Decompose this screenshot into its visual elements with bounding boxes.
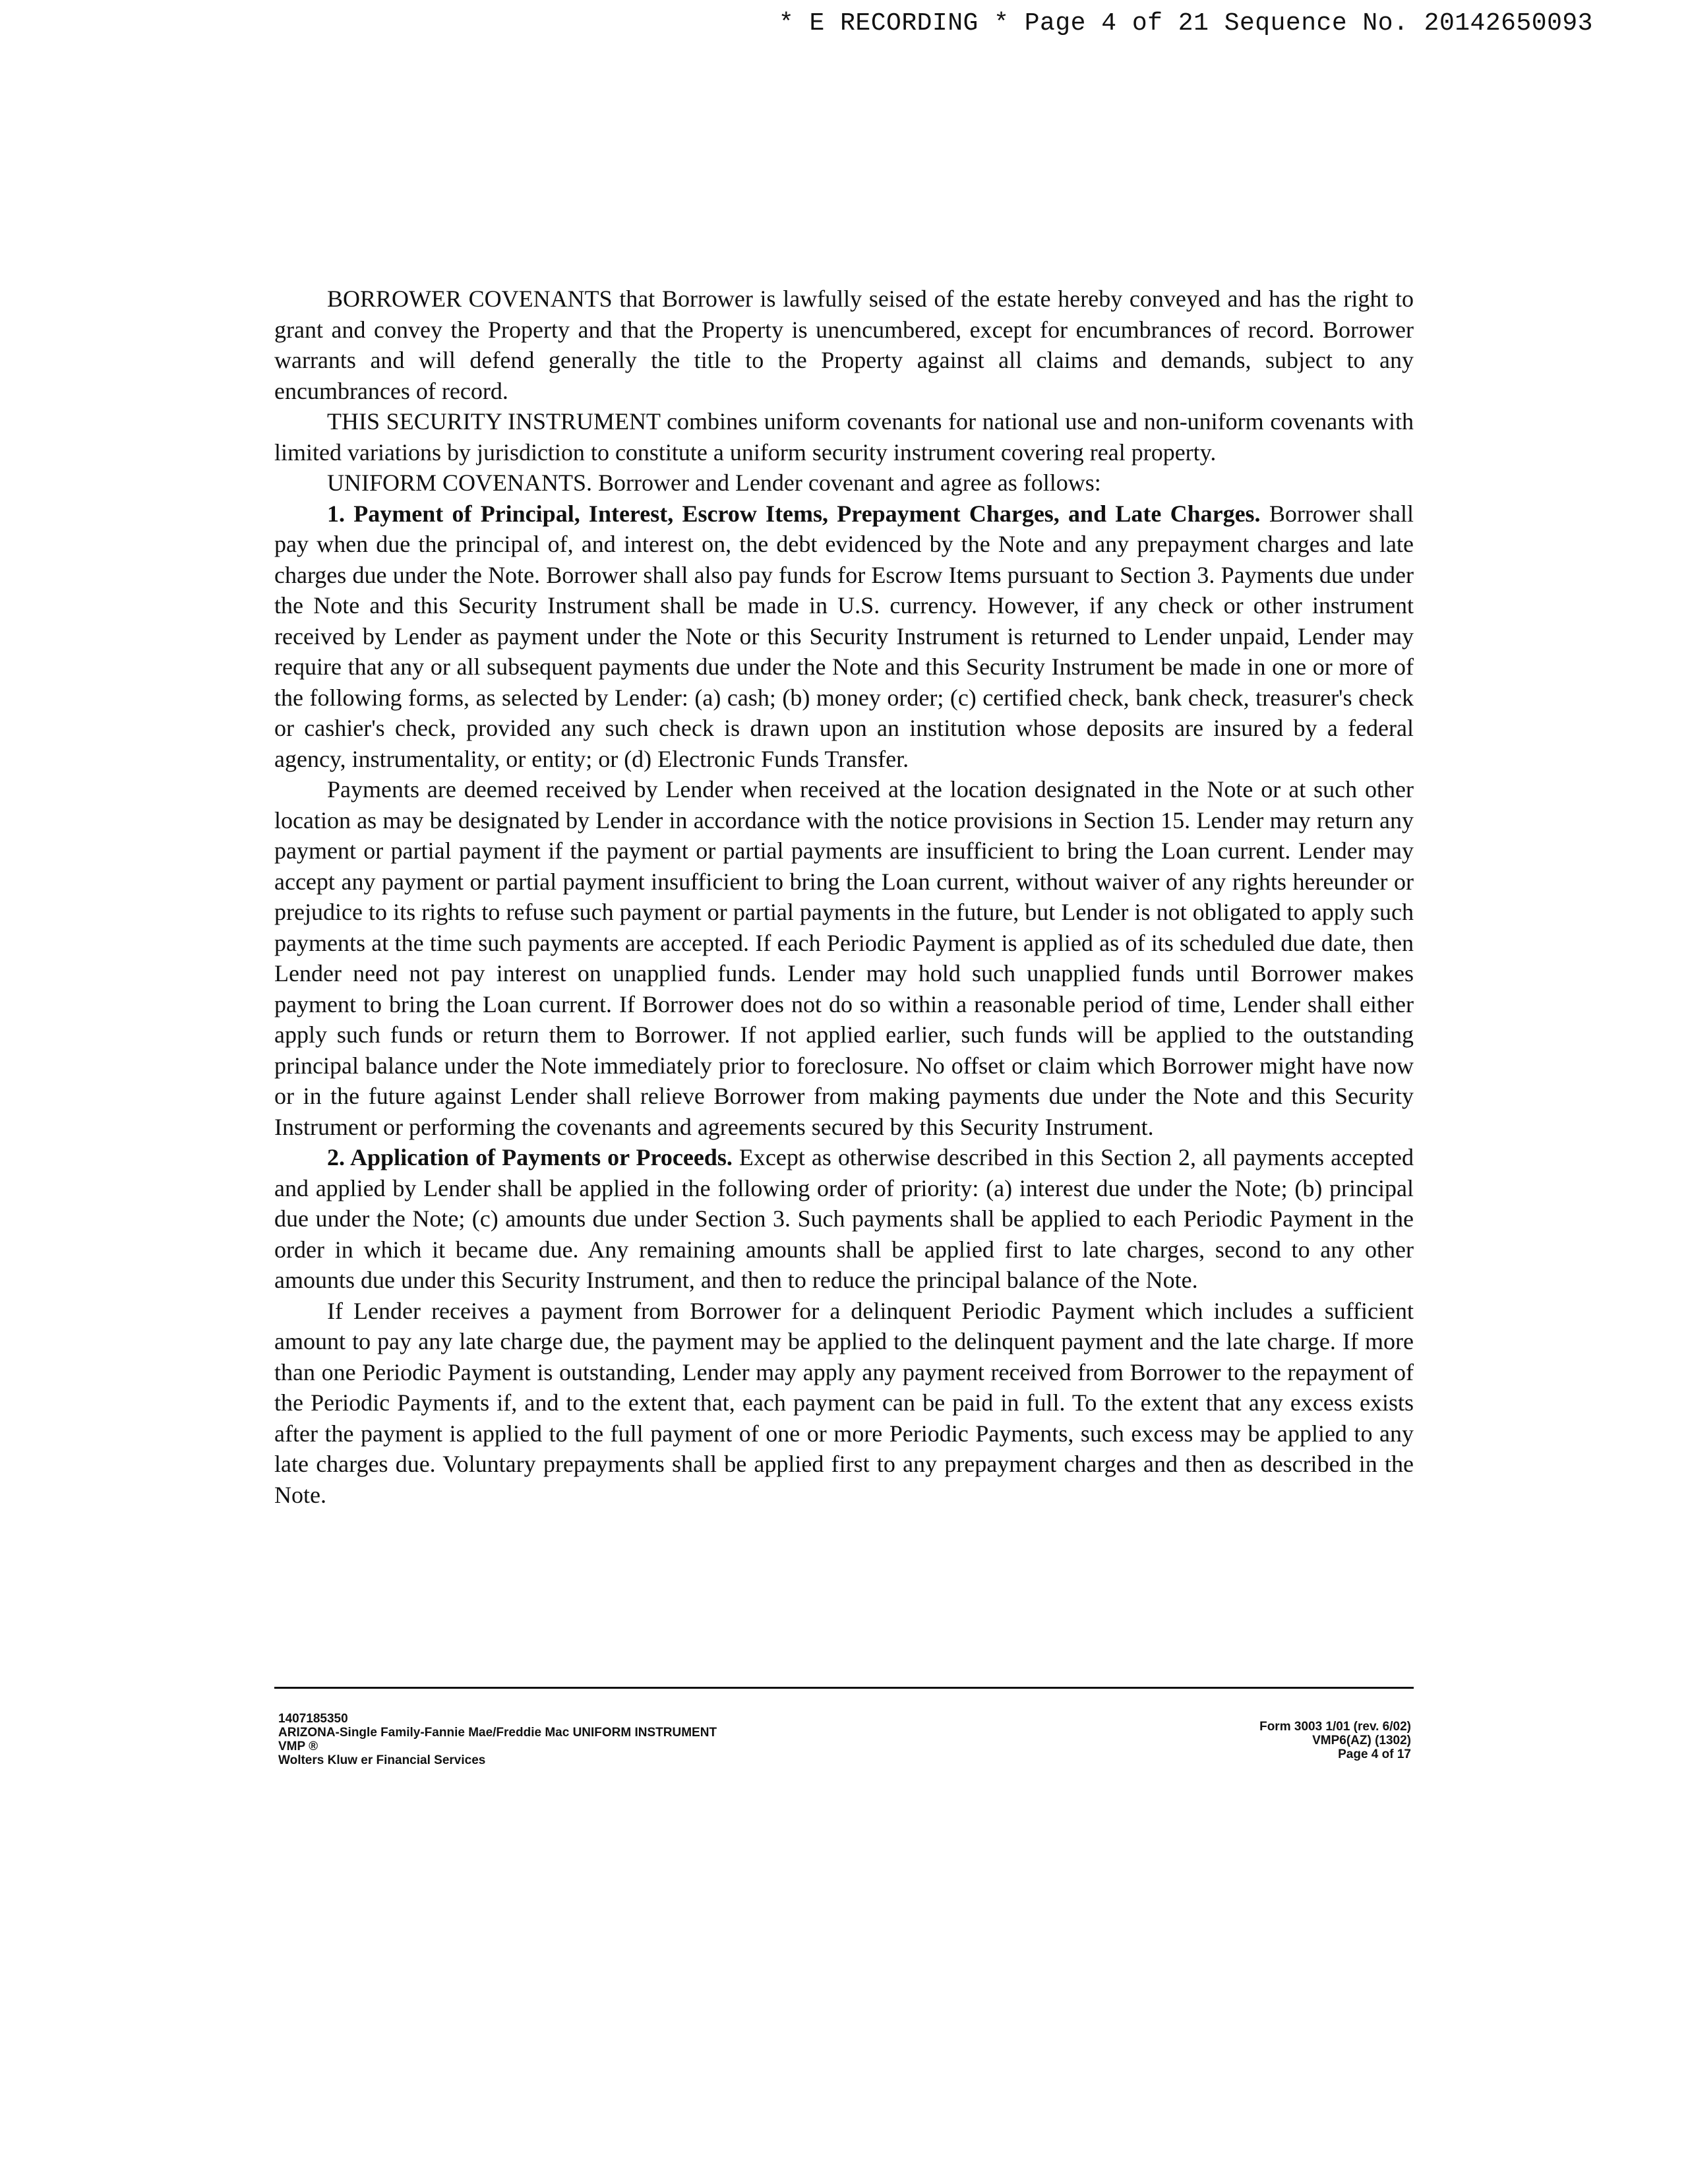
section-2-body: Except as otherwise described in this Section 2, all payments accepted and applied by Lender shall be applied in the following order of priority: (a) interest due under the Note; (b) principal due under the Note; (c) amounts due under Section 3. Such payments shall be applied to each Periodic Payment in the order in which it became due. Any remaining amounts shall be applied first to late charges, second to any other amounts due under this Security Instrument, and then to reduce the principal balance of the Note.	[274, 1144, 1414, 1293]
publisher: Wolters Kluw er Financial Services	[278, 1753, 486, 1767]
security-instrument-paragraph: THIS SECURITY INSTRUMENT combines uniform covenants for national use and non-uniform covenants with limited variations by jurisdiction to constitute a uniform security instrument covering real property.	[274, 408, 1414, 466]
vmp-mark: VMP ®	[278, 1740, 318, 1753]
form-number: Form 3003 1/01 (rev. 6/02)	[1259, 1720, 1411, 1734]
section-2-paragraph	[274, 1142, 1414, 1296]
section-1-body: Borrower shall pay when due the principal of, and interest on, the debt evidenced by the Note and any prepayment charges and late charges due under the Note. Borrower shall also pay funds for Escrow Items pursuant to Section 3. Payments due under the Note and this Security Instrument shall be made in U.S. currency. However, if any check or other instrument received by Lender as payment under the Note or this Security Instrument is returned to Lender unpaid, Lender may require that any or all subsequent payments due under the Note and this Security Instrument be made in one or more of the following forms, as selected by Lender: (a) cash; (b) money order; (c) certified check, bank check, treasurer's check or cashier's check, provided any such check is drawn upon an institution whose deposits are insured by a federal agency, instrumentality, or entity; or (d) Electronic Funds Transfer.	[274, 500, 1414, 772]
section-2-heading: 2. Application of Payments or Proceeds.	[327, 1144, 733, 1170]
footer-divider	[274, 1687, 1414, 1689]
delinquent-payment-paragraph: If Lender receives a payment from Borrower for a delinquent Periodic Payment which includes a sufficient amount to pay any late charge due, the payment may be applied to the delinquent payment and the late charge. If more than one Periodic Payment is outstanding, Lender may apply any payment received from Borrower to the repayment of the Periodic Payments if, and to the extent that, each payment can be paid in full. To the extent that any excess exists after the payment is applied to the full payment of one or more Periodic Payments, such excess may be applied to any late charges due. Voluntary prepayments shall be applied first to any prepayment charges and then as described in the Note.	[274, 1297, 1414, 1508]
borrower-covenants-paragraph: BORROWER COVENANTS that Borrower is lawfully seised of the estate hereby conveyed and has the right to grant and convey the Property and that the Property is unencumbered, except for encumbrances of record. Borrower warrants and will defend generally the title to the Property against all claims and demands, subject to any encumbrances of record.	[274, 286, 1414, 404]
page-indicator: Page 4 of 17	[1338, 1747, 1411, 1761]
footer-left-block	[278, 1712, 717, 1767]
recording-header: * E RECORDING * Page 4 of 21 Sequence No. 20142650093	[778, 9, 1593, 38]
vmp-code: VMP6(AZ) (1302)	[1312, 1734, 1411, 1747]
payments-deemed-paragraph: Payments are deemed received by Lender when received at the location designated in the Note or at such other location as may be designated by Lender in accordance with the notice provisions in Section 15. Lender may return any payment or partial payment if the payment or partial payments are insufficient to bring the Loan current. Lender may accept any payment or partial payment insufficient to bring the Loan current, without waiver of any rights hereunder or prejudice to its rights to refuse such payment or partial payments in the future, but Lender is not obligated to apply such payments at the time such payments are accepted. If each Periodic Payment is applied as of its scheduled due date, then Lender need not pay interest on unapplied funds. Lender may hold such unapplied funds until Borrower makes payment to bring the Loan current. If Borrower does not do so within a reasonable period of time, Lender shall either apply such funds or return them to Borrower. If not applied earlier, such funds will be applied to the outstanding principal balance under the Note immediately prior to foreclosure. No offset or claim which Borrower might have now or in the future against Lender shall relieve Borrower from making payments due under the Note and this Security Instrument or performing the covenants and agreements secured by this Security Instrument.	[274, 776, 1414, 1140]
form-title: ARIZONA-Single Family-Fannie Mae/Freddie Mac UNIFORM INSTRUMENT	[278, 1726, 717, 1740]
section-1-paragraph	[274, 499, 1414, 775]
document-body	[274, 284, 1414, 1510]
footer-right-block	[1259, 1720, 1411, 1761]
loan-number: 1407185350	[278, 1712, 348, 1726]
uniform-covenants-paragraph: UNIFORM COVENANTS. Borrower and Lender covenant and agree as follows:	[327, 470, 1101, 496]
section-1-heading: 1. Payment of Principal, Interest, Escrow Items, Prepayment Charges, and Late Charges.	[327, 500, 1261, 527]
